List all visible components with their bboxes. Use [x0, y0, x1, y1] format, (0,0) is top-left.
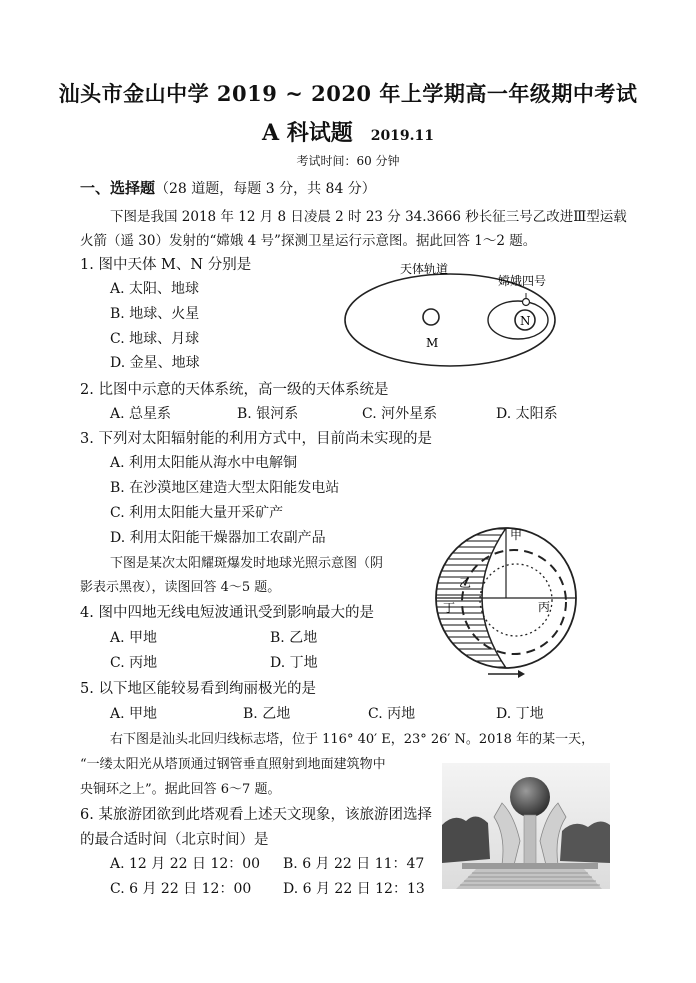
tropic-tower-photo: [442, 763, 610, 889]
intro-2-line-2: 影表示黑夜），读图回答 4～5 题。: [80, 580, 281, 595]
intro-1-line-2: 火箭（遥 30）发射的“嫦娥 4 号”探测卫星运行示意图。据此回答 1～2 题。: [80, 233, 537, 249]
question-2-option-c: C. 河外星系: [362, 406, 438, 422]
exam-subtitle: [0, 116, 696, 147]
question-2-option-a: A. 总星系: [110, 406, 172, 422]
question-1-option-b: B. 地球、火星: [110, 306, 200, 322]
question-5-option-a: A. 甲地: [110, 706, 158, 722]
label-ding: 丁: [443, 601, 456, 615]
stairs: [456, 869, 602, 889]
probe-label: 嫦娥四号: [498, 274, 547, 288]
question-4-option-a: A. 甲地: [110, 630, 158, 646]
question-5-option-d: D. 丁地: [496, 706, 544, 722]
subject-title: A 科试题: [261, 120, 353, 146]
question-4-option-d: D. 丁地: [270, 655, 318, 671]
label-yi: 乙: [459, 576, 472, 590]
question-3-option-d: D. 利用太阳能干燥器加工农副产品: [110, 530, 326, 546]
trees-left: [442, 816, 490, 863]
question-2-stem: 2. 比图中示意的天体系统，高一级的天体系统是: [80, 382, 389, 398]
question-6-option-d: D. 6 月 22 日 12：13: [283, 881, 425, 897]
question-2-option-d: D. 太阳系: [496, 406, 558, 422]
tower-globe: [510, 777, 550, 817]
question-3-stem: 3. 下列对太阳辐射能的利用方式中，目前尚未实现的是: [80, 431, 432, 447]
question-2-option-b: B. 银河系: [237, 406, 299, 422]
platform: [462, 863, 598, 869]
question-5-stem: 5. 以下地区能较易看到绚丽极光的是: [80, 681, 316, 697]
exam-date: 2019.11: [370, 128, 435, 144]
orbit-label: 天体轨道: [400, 262, 449, 276]
label-m: M: [426, 336, 439, 350]
probe-marker: [523, 299, 530, 306]
exam-title: 汕头市金山中学 2019 ~ 2020 年上学期高一年级期中考试: [58, 81, 638, 106]
intro-2-line-1: 下图是某次太阳耀斑爆发时地球光照示意图（阴: [110, 556, 384, 571]
tower-center-column: [524, 815, 536, 865]
rotation-arrowhead: [518, 670, 525, 678]
question-6-option-a: A. 12 月 22 日 12：00: [110, 856, 261, 872]
question-6-stem-line-1: 6. 某旅游团欲到此塔观看上述天文现象，该旅游团选择: [80, 807, 432, 823]
intro-1-line-1: 下图是我国 2018 年 12 月 8 日凌晨 2 时 23 分 34.3666 秒长征三号乙改进Ⅲ型运载: [110, 209, 627, 225]
label-jia: 甲: [510, 528, 523, 542]
question-3-option-b: B. 在沙漠地区建造大型太阳能发电站: [110, 480, 340, 496]
orbit-diagram: [340, 255, 565, 375]
question-6-stem-line-2: 的最合适时间（北京时间）是: [80, 832, 269, 848]
question-1-option-c: C. 地球、月球: [110, 331, 200, 347]
question-3-option-a: A. 利用太阳能从海水中电解铜: [110, 455, 298, 471]
trees-right: [560, 821, 610, 863]
question-4-option-b: B. 乙地: [270, 630, 318, 646]
intro-3-line-2: “一缕太阳光从塔顶通过钢管垂直照射到地面建筑物中: [80, 757, 386, 772]
section-note: （28 道题，每题 3 分，共 84 分）: [155, 181, 376, 197]
exam-time: 考试时间：60 分钟: [296, 154, 400, 168]
question-6-option-b: B. 6 月 22 日 11：47: [283, 856, 425, 872]
question-1-option-a: A. 太阳、地球: [110, 281, 200, 297]
body-m: [423, 309, 439, 325]
question-1-option-d: D. 金星、地球: [110, 355, 200, 371]
section-title: 一、选择题: [80, 179, 156, 197]
question-1-stem: 1. 图中天体 M、N 分别是: [80, 257, 252, 273]
earth-illumination-diagram: [428, 520, 583, 680]
question-6-option-c: C. 6 月 22 日 12：00: [110, 881, 252, 897]
question-5-option-b: B. 乙地: [243, 706, 291, 722]
question-5-option-c: C. 丙地: [368, 706, 416, 722]
intro-3-line-1: 右下图是汕头北回归线标志塔，位于 116° 40′ E，23° 26′ N。2018 年的某一天，: [110, 732, 595, 747]
question-4-option-c: C. 丙地: [110, 655, 158, 671]
question-4-stem: 4. 图中四地无线电短波通讯受到影响最大的是: [80, 605, 374, 621]
label-bing: 丙: [538, 600, 551, 614]
question-3-option-c: C. 利用太阳能大量开采矿产: [110, 505, 284, 521]
label-n: N: [520, 314, 531, 328]
intro-3-line-3: 央铜环之上”。据此回答 6～7 题。: [80, 782, 281, 797]
section-heading: [80, 177, 376, 198]
